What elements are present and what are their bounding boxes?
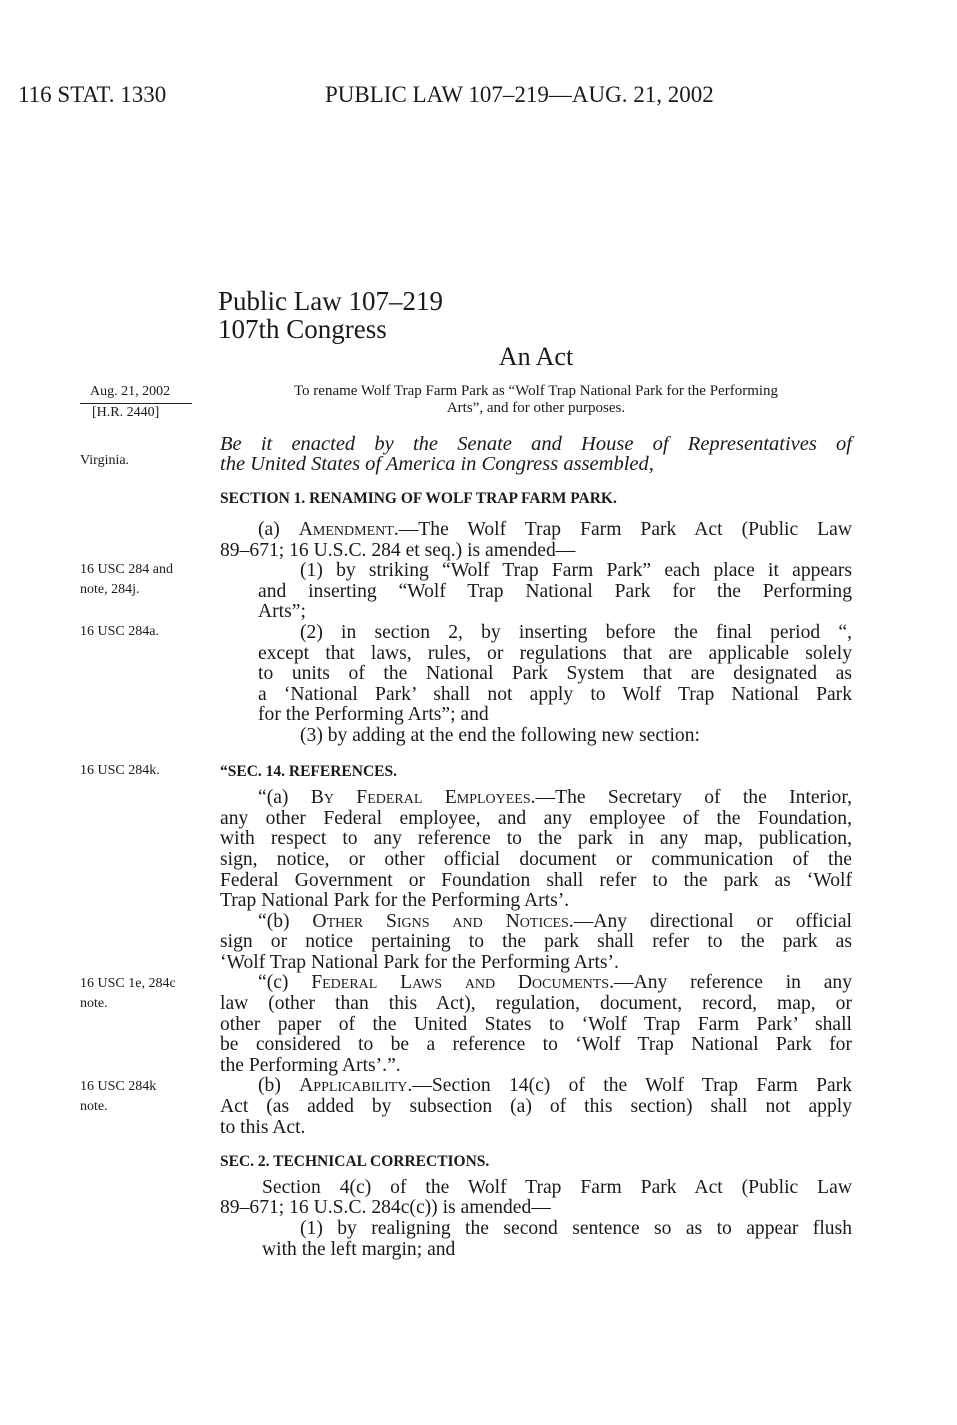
text-line: [220, 973, 852, 994]
text-line: [220, 1219, 852, 1240]
text-line: [220, 705, 852, 726]
subsection-caption: Applicability: [299, 1075, 408, 1097]
margin-date: Aug. 21, 2002: [90, 384, 171, 399]
margin-usc-2: 16 USC 284a.: [80, 624, 159, 639]
text-line: [220, 932, 852, 953]
section-heading: “SEC. 14. REFERENCES.: [220, 762, 397, 780]
line-text: Section 4(c) of the Wolf Trap Farm Park Act (Public Law: [262, 1176, 852, 1198]
line-text: a ‘National Park’ shall not apply to Wolf Trap National Park: [258, 683, 852, 705]
line-text: 89–671; 16 U.S.C. 284 et seq.) is amended—: [220, 539, 576, 561]
text-line: [220, 1015, 852, 1036]
purpose-line-1: To rename Wolf Trap Farm Park as “Wolf Trap National Park for the Performing: [293, 383, 779, 399]
text-line: [220, 850, 852, 871]
line-text: ‘Wolf Trap National Park for the Performing Arts’.: [220, 951, 619, 973]
text-line: [220, 541, 852, 562]
subsection-caption: Amendment: [298, 519, 394, 540]
line-text: and inserting “Wolf Trap National Park for the Performing: [258, 580, 852, 602]
text-line: [220, 788, 852, 809]
text-line: [220, 726, 852, 747]
line-text: “(b): [258, 910, 313, 932]
text-line: [220, 664, 852, 685]
subsection-caption: Other Signs and Notices: [312, 910, 569, 932]
line-text: “(c): [258, 972, 312, 994]
margin-usc-4b: note.: [80, 996, 108, 1011]
text-line: [220, 623, 852, 644]
line-text: law (other than this Act), regulation, document, record, map, or: [220, 993, 852, 1015]
line-text: sign or notice pertaining to the park shall refer to the park as: [220, 931, 852, 953]
text-line: [220, 561, 852, 582]
line-text: (1) by realigning the second sentence so as to appear flush: [300, 1218, 852, 1239]
line-text: except that laws, rules, or regulations that are applicable solely: [258, 642, 852, 664]
text-line: [220, 994, 852, 1015]
enacting-clause-line-1: Be it enacted by the Senate and House of Representatives of: [220, 433, 852, 455]
margin-state: Virginia.: [80, 453, 130, 468]
line-text: .—Any directional or official: [568, 910, 852, 932]
text-line: [220, 871, 852, 892]
margin-usc-5a: 16 USC 284k: [80, 1079, 157, 1094]
line-text: (1) by striking “Wolf Trap Farm Park” each place it appears: [300, 560, 852, 582]
subsection-caption: Federal Laws and Documents: [311, 972, 610, 994]
line-text: .—The Secretary of the Interior,: [530, 787, 852, 809]
text-line: [220, 891, 852, 912]
line-text: “(a): [258, 787, 311, 809]
text-line: [220, 644, 852, 665]
section-heading: SEC. 2. TECHNICAL CORRECTIONS.: [220, 1153, 490, 1171]
line-text: Arts”;: [258, 601, 306, 623]
line-text: the Performing Arts’.”.: [220, 1054, 401, 1076]
line-text: be considered to be a reference to ‘Wolf Trap National Park for: [220, 1034, 852, 1056]
text-line: [220, 953, 852, 974]
public-law-number: Public Law 107–219: [218, 286, 443, 316]
text-line: [220, 1076, 852, 1097]
congress: 107th Congress: [218, 314, 387, 344]
text-line: [220, 582, 852, 603]
line-text: (3) by adding at the end the following new section:: [300, 724, 700, 746]
text-line: [220, 685, 852, 706]
text-line: [220, 912, 852, 933]
line-text: other paper of the United States to ‘Wolf Trap Farm Park’ shall: [220, 1013, 852, 1035]
text-line: [220, 1056, 852, 1077]
line-text: with respect to any reference to the park in any map, publication,: [220, 828, 852, 850]
text-line: [220, 520, 852, 541]
margin-usc-3: 16 USC 284k.: [80, 763, 160, 778]
line-text: to units of the National Park System that are designated as: [258, 663, 852, 685]
margin-bill: [H.R. 2440]: [92, 405, 160, 420]
text-line: [220, 1097, 852, 1118]
line-text: .—The Wolf Trap Farm Park Act (Public Law: [393, 519, 852, 540]
line-text: any other Federal employee, and any employee of the Foundation,: [220, 807, 852, 829]
line-text: for the Performing Arts”; and: [258, 704, 489, 726]
line-text: (2) in section 2, by inserting before the final period “,: [300, 621, 852, 643]
text-line: [220, 602, 852, 623]
act-heading: An Act: [498, 342, 574, 371]
margin-usc-5b: note.: [80, 1099, 108, 1114]
line-text: .—Any reference in any: [609, 972, 852, 994]
text-line: [220, 1118, 852, 1139]
line-text: (a): [258, 519, 299, 540]
subsection-caption: By Federal Employees: [310, 787, 531, 809]
text-line: [220, 1035, 852, 1056]
running-title: PUBLIC LAW 107–219—AUG. 21, 2002: [325, 82, 714, 107]
text-line: [220, 1178, 852, 1199]
margin-usc-1a: 16 USC 284 and: [80, 562, 173, 577]
line-text: with the left margin; and: [262, 1238, 456, 1260]
text-line: [220, 1240, 852, 1261]
text-line: [220, 1198, 852, 1219]
line-text: to this Act.: [220, 1116, 306, 1138]
line-text: 89–671; 16 U.S.C. 284c(c)) is amended—: [220, 1197, 551, 1219]
line-text: sign, notice, or other official document or communication of the: [220, 848, 852, 870]
purpose-line-2: Arts”, and for other purposes.: [446, 400, 626, 416]
page-number: 116 STAT. 1330: [18, 82, 167, 107]
line-text: (b): [258, 1075, 300, 1097]
line-text: .—Section 14(c) of the Wolf Trap Farm Park: [407, 1075, 852, 1097]
text-line: [220, 829, 852, 850]
margin-usc-1b: note, 284j.: [80, 582, 140, 597]
line-text: Trap National Park for the Performing Arts’.: [220, 890, 570, 912]
margin-usc-4a: 16 USC 1e, 284c: [80, 976, 176, 991]
line-text: Act (as added by subsection (a) of this section) shall not apply: [220, 1096, 852, 1118]
line-text: Federal Government or Foundation shall refer to the park as ‘Wolf: [220, 869, 852, 891]
statute-body: [220, 490, 852, 1260]
text-line: [220, 809, 852, 830]
section-heading: SECTION 1. RENAMING OF WOLF TRAP FARM PARK.: [220, 490, 617, 507]
enacting-clause-line-2: the United States of America in Congress assembled,: [220, 453, 654, 475]
